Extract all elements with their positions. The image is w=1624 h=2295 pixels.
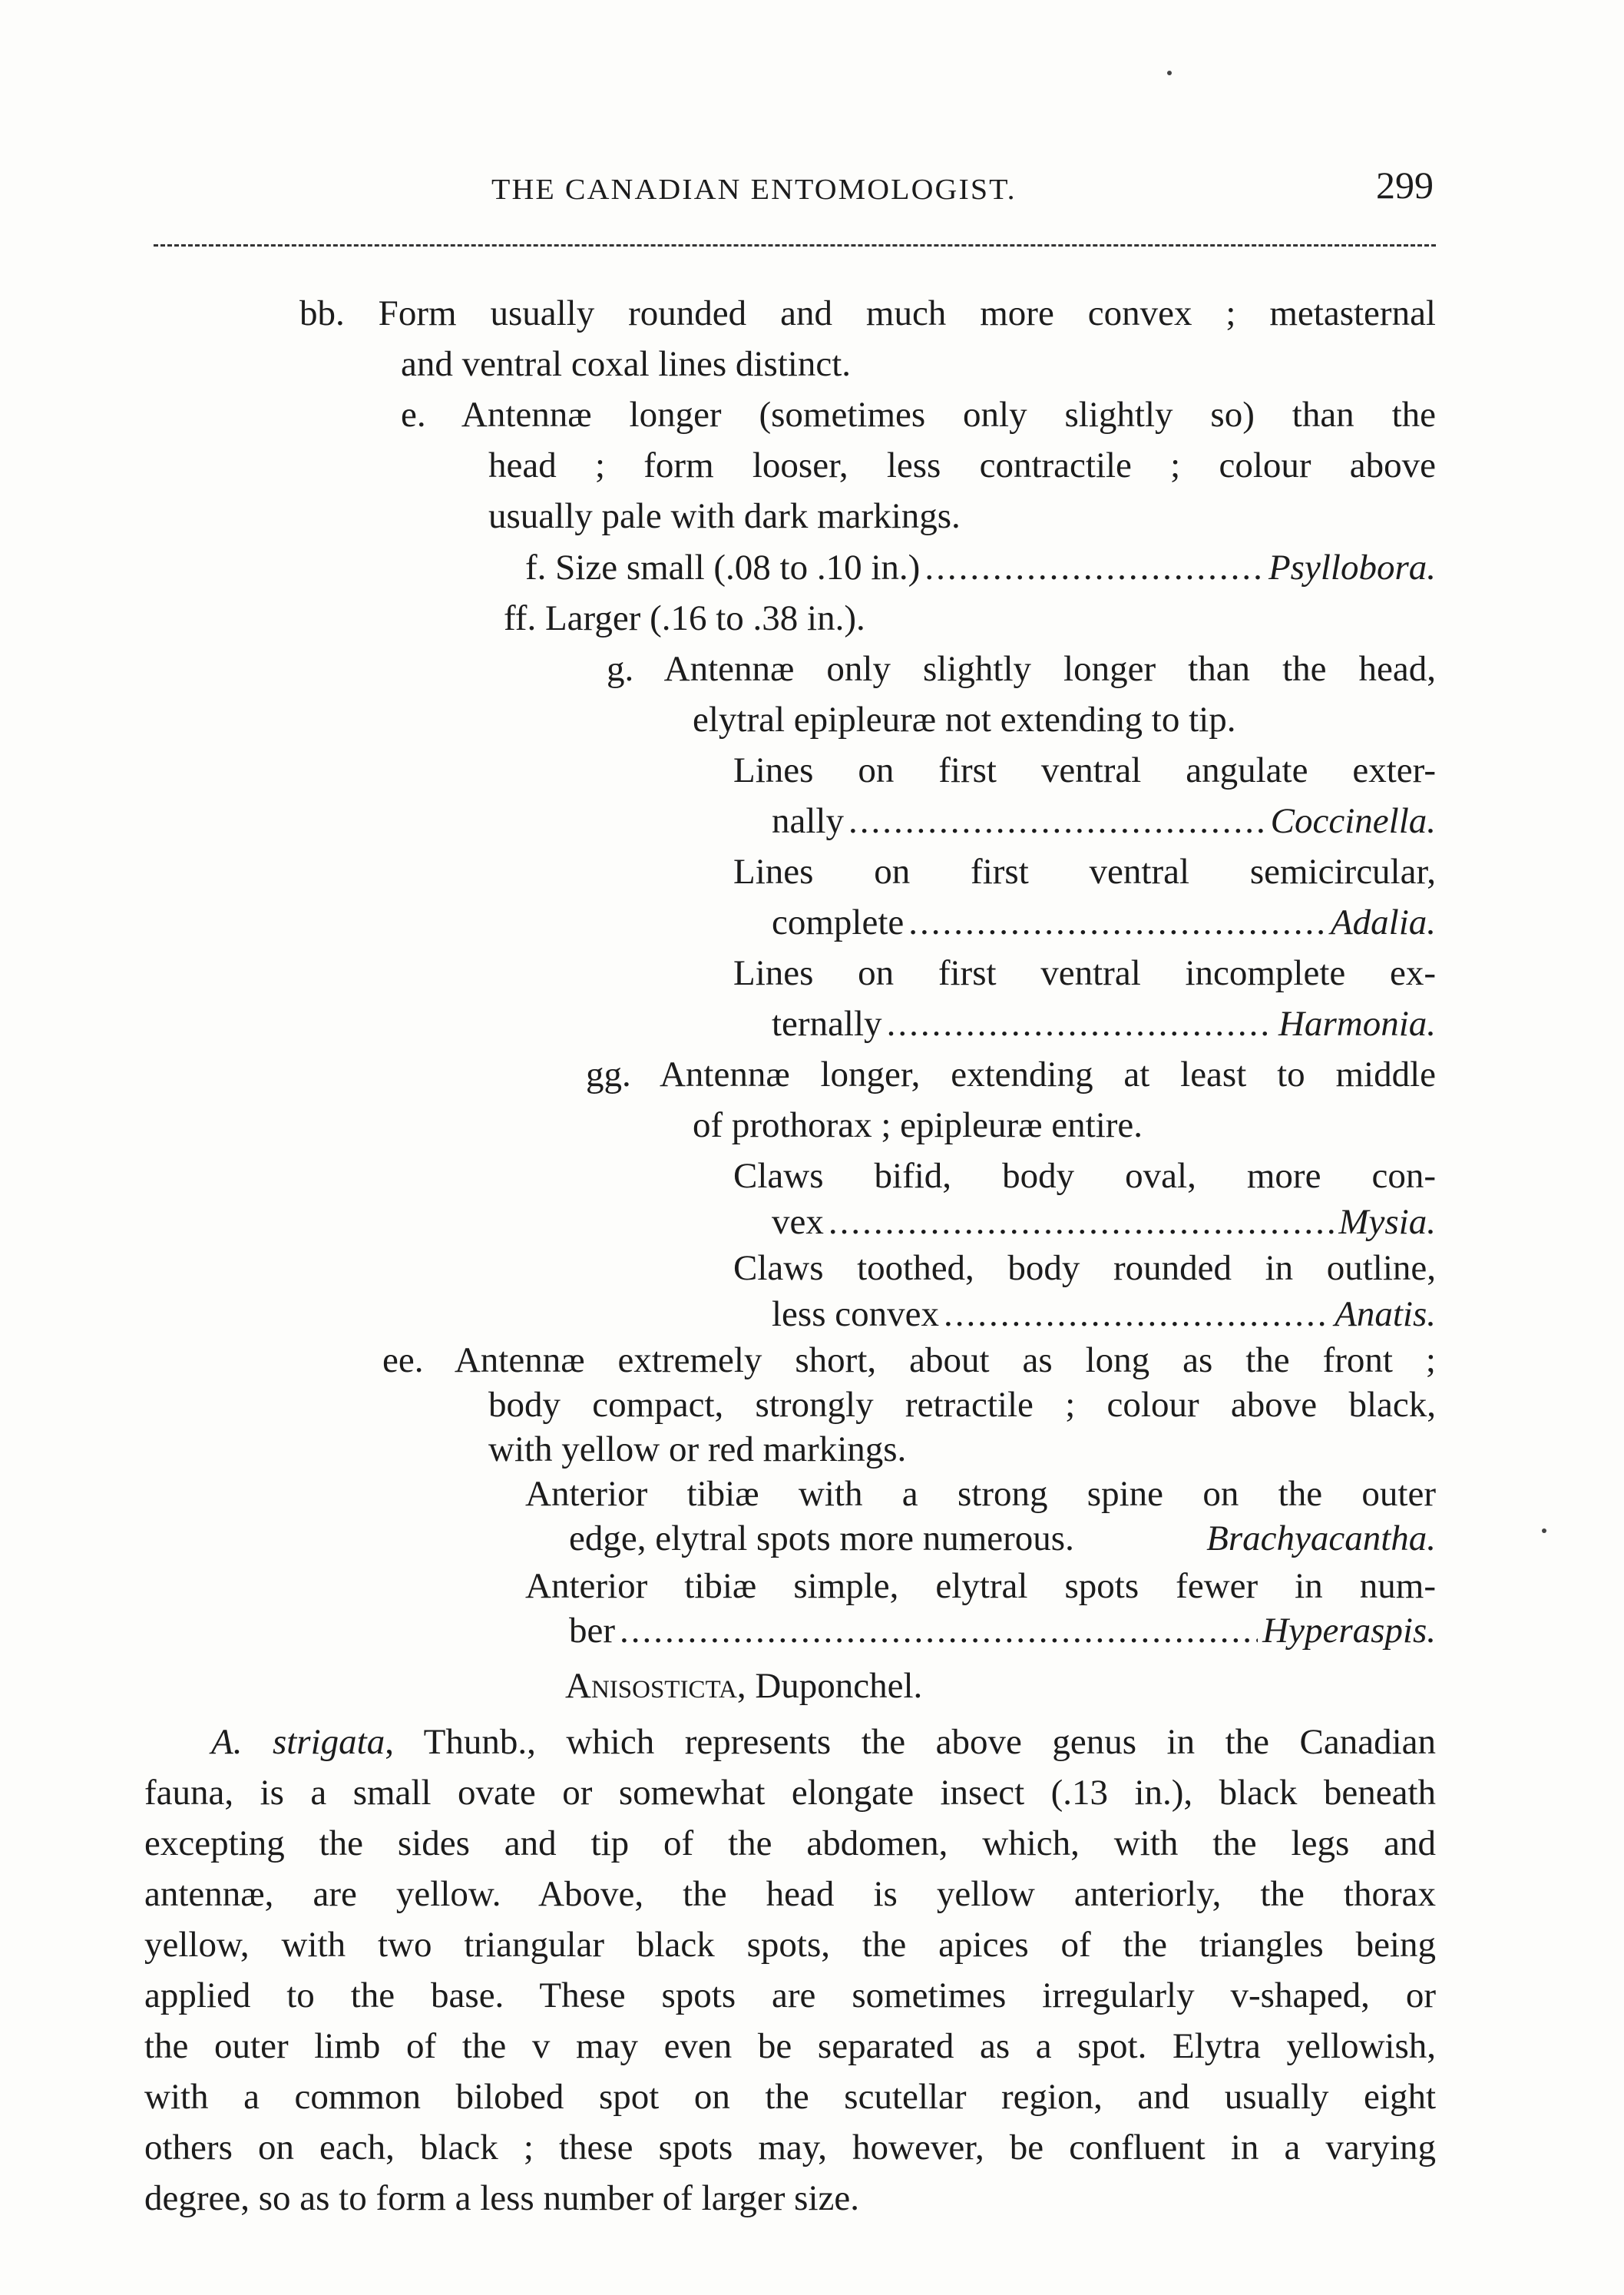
para-line-3: excepting the sides and tip of the abdomen, which, with the legs and [144,1823,1436,1863]
key-e-line-1: e. Antennæ longer (sometimes only slightly so) than the [401,395,1436,435]
coccinella-line-1: Lines on first ventral angulate exter- [733,750,1436,790]
adalia-line-2: complete [772,902,905,942]
header-rule [154,244,1436,247]
dot-leader [848,803,1266,840]
para-line-2: fauna, is a small ovate or somewhat elongate insect (.13 in.), black beneath [144,1773,1436,1813]
genus-psyllobora: Psyllobora. [1268,548,1436,588]
key-ee-line-3: with yellow or red markings. [488,1429,907,1469]
para-line-5: yellow, with two triangular black spots, the apices of the triangles being [144,1925,1436,1965]
dot-leader [944,1297,1330,1333]
key-e-line-3: usually pale with dark markings. [488,496,961,536]
anatis-line-1: Claws toothed, body rounded in outline, [733,1248,1436,1288]
dot-leader [829,1204,1335,1240]
running-title: THE CANADIAN ENTOMOLOGIST. [491,174,1017,206]
adalia-line-1: Lines on first ventral semicircular, [733,852,1436,892]
genus-mysia: Mysia. [1338,1202,1436,1242]
genus-brachyacantha: Brachyacantha. [1206,1518,1436,1558]
key-g-line-2: elytral epipleuræ not extending to tip. [693,700,1236,740]
anatis-line-2: less convex [772,1294,939,1334]
genus-adalia: Adalia. [1330,902,1436,942]
genus-anatis: Anatis. [1335,1294,1436,1334]
key-ee-line-1: ee. Antennæ extremely short, about as long as the front ; [382,1340,1436,1380]
key-bb-line-2: and ventral coxal lines distinct. [401,344,852,384]
adalia-row [772,902,1436,942]
dot-leader [887,1006,1274,1042]
dot-leader [620,1613,1258,1649]
key-ee-line-2: body compact, strongly retractile ; colour above black, [488,1385,1436,1425]
key-bb-line-1: bb. Form usually rounded and much more convex ; metasternal [299,293,1436,333]
mysia-row [772,1204,1436,1240]
stray-mark [1542,1528,1546,1533]
anatis-row [772,1294,1436,1334]
key-f-row [525,550,1436,586]
key-e-line-2: head ; form looser, less contractile ; colour above [488,445,1436,485]
brachyacantha-line-2: edge, elytral spots more numerous. [569,1518,1074,1558]
brachyacantha-line-1: Anterior tibiæ with a strong spine on the outer [525,1474,1436,1514]
key-f-text: f. Size small (.08 to .10 in.) [525,548,921,588]
species-name: A. strigata [211,1722,385,1762]
stray-mark [1167,71,1172,75]
genus-coccinella: Coccinella. [1270,801,1436,841]
para-line-4: antennæ, are yellow. Above, the head is yellow anteriorly, the thorax [144,1874,1436,1914]
dot-leader [924,550,1264,586]
genus-harmonia: Harmonia. [1278,1004,1436,1044]
genus-hyperaspis: Hyperaspis. [1262,1611,1436,1651]
para-line-7: the outer limb of the v may even be separated as a spot. Elytra yellowish, [144,2026,1436,2066]
mysia-line-1: Claws bifid, body oval, more con- [733,1156,1436,1196]
harmonia-row [772,1006,1436,1042]
para-line-1-text: , Thunb., which represents the above genus in the Canadian [385,1722,1436,1762]
coccinella-line-2: nally [772,801,844,841]
para-line-6: applied to the base. These spots are sometimes irregularly v-shaped, or [144,1975,1436,2015]
dot-leader [908,905,1326,941]
mysia-line-2: vex [772,1202,824,1242]
harmonia-line-1: Lines on first ventral incomplete ex- [733,953,1436,993]
hyperaspis-row [569,1613,1436,1649]
para-line-10: degree, so as to form a less number of larger size. [144,2178,859,2218]
para-line-9: others on each, black ; these spots may, however, be confluent in a varying [144,2128,1436,2168]
hyperaspis-line-2: ber [569,1611,616,1651]
key-gg-line-2: of prothorax ; epipleuræ entire. [693,1105,1143,1145]
section-genus: Anisosticta [565,1666,737,1706]
key-g-line-1: g. Antennæ only slightly longer than the head, [607,649,1436,689]
hyperaspis-line-1: Anterior tibiæ simple, elytral spots fewer in num- [525,1566,1436,1606]
coccinella-row [772,803,1436,840]
section-author: , Duponchel. [736,1666,923,1706]
harmonia-line-2: ternally [772,1004,882,1044]
key-gg-line-1: gg. Antennæ longer, extending at least to middle [586,1055,1436,1095]
para-line-8: with a common bilobed spot on the scutellar region, and usually eight [144,2077,1436,2117]
brachyacantha-row [569,1518,1436,1558]
section-heading [565,1668,922,1704]
key-ff-text: ff. Larger (.16 to .38 in.). [504,598,865,638]
page-number: 299 [1376,164,1434,207]
para-line-1 [211,1724,1436,1760]
